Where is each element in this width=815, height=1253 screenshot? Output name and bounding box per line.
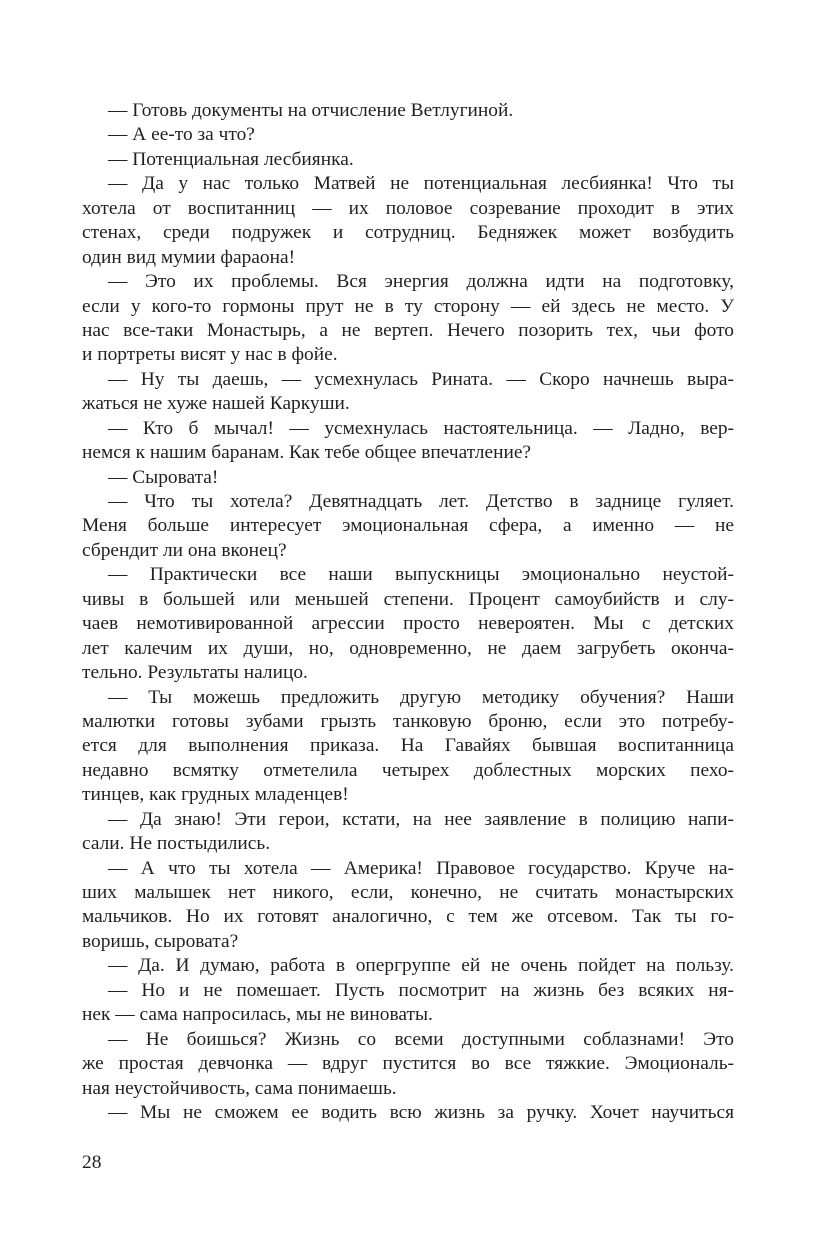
text-line: сбрендит ли она вконец? — [82, 539, 287, 561]
text-line: жаться не хуже нашей Каркуши. — [82, 393, 350, 415]
text-line: сали. Не постыдились. — [82, 833, 271, 855]
text-line: — Это их проблемы. Вся энергия должна идти на подготовку, — [108, 271, 734, 293]
body-text — [82, 99, 734, 1125]
text-line: — Ну ты даешь, — усмехнулась Рината. — Скоро начнешь выра- — [108, 368, 734, 390]
text-line: — А ее-то за что? — [108, 124, 255, 146]
text-line: — Сыровата! — [108, 466, 219, 488]
text-line: нек — сама напросилась, мы не виноваты. — [82, 1004, 433, 1026]
text-line: — Что ты хотела? Девятнадцать лет. Детство в заднице гуляет. — [108, 491, 734, 512]
text-line: — Потенциальная лесбиянка. — [108, 148, 354, 170]
text-line: малютки готовы зубами грызть танковую броню, если это потребу- — [82, 710, 734, 732]
text-line: — Готовь документы на отчисление Ветлугиной. — [108, 100, 514, 121]
text-line: тинцев, как грудных младенцев! — [82, 784, 349, 806]
text-line: воришь, сыровата? — [82, 930, 239, 952]
text-line: если у кого-то гормоны прут не в ту сторону — ей здесь не место. У — [82, 295, 734, 317]
text-line: чаев немотивированной агрессии просто невероятен. Мы с детских — [82, 613, 734, 635]
text-line: один вид мумии фараона! — [82, 246, 296, 268]
text-line: — Да у нас только Матвей не потенциальная лесбиянка! Что ты — [108, 173, 734, 195]
page-number: 28 — [82, 1152, 102, 1173]
text-line: чивы в большей или меньшей степени. Процент самоубийств и слу- — [82, 588, 734, 610]
text-line: Меня больше интересует эмоциональная сфера, а именно — не — [82, 515, 734, 537]
text-line: — Ты можешь предложить другую методику обучения? Наши — [108, 686, 734, 708]
text-line: — Кто б мычал! — усмехнулась настоятельница. — Ладно, вер- — [108, 417, 734, 439]
text-line: мальчиков. Но их готовят аналогично, с тем же отсевом. Так ты го- — [82, 906, 734, 928]
text-line: нас все-таки Монастырь, а не вертеп. Нечего позорить тех, чьи фото — [82, 319, 734, 341]
text-line: ная неустойчивость, сама понимаешь. — [82, 1077, 397, 1099]
text-line: хотела от воспитанниц — их половое созревание проходит в этих — [82, 197, 734, 219]
text-line: — Да. И думаю, работа в опергруппе ей не очень пойдет на пользу. — [108, 955, 734, 977]
text-line: — Но и не помешает. Пусть посмотрит на жизнь без всяких ня- — [108, 979, 734, 1001]
text-line: ших малышек нет никого, если, конечно, не считать монастырских — [82, 882, 734, 903]
text-line: — Не боишься? Жизнь со всеми доступными соблазнами! Это — [108, 1028, 734, 1050]
text-line: и портреты висят у нас в фойе. — [82, 344, 338, 366]
text-line: — Да знаю! Эти герои, кстати, на нее заявление в полицию напи- — [108, 808, 734, 830]
text-line: лет калечим их души, но, одновременно, не даем загрубеть оконча- — [82, 637, 734, 659]
text-line: ется для выполнения приказа. На Гавайях бывшая воспитанница — [82, 735, 734, 757]
text-line: — Практически все наши выпускницы эмоционально неустой- — [108, 564, 734, 586]
text-line: недавно всмятку отметелила четырех доблестных морских пехо- — [82, 759, 734, 781]
text-line: — Мы не сможем ее водить всю жизнь за ручку. Хочет научиться — [108, 1101, 734, 1123]
text-line: тельно. Результаты налицо. — [82, 662, 308, 684]
text-line: же простая девчонка — вдруг пустится во все тяжкие. Эмоциональ- — [82, 1053, 734, 1075]
text-line: немся к нашим баранам. Как тебе общее впечатление? — [82, 442, 532, 464]
text-line: — А что ты хотела — Америка! Правовое государство. Круче на- — [108, 857, 734, 879]
text-line: стенах, среди подружек и сотрудниц. Бедняжек может возбудить — [82, 222, 734, 244]
